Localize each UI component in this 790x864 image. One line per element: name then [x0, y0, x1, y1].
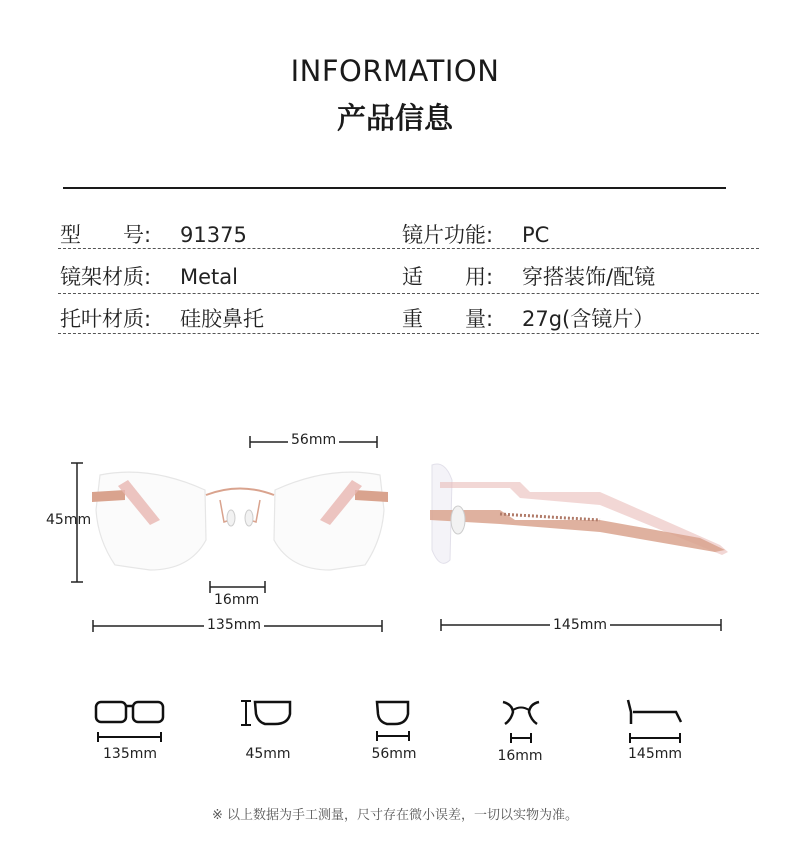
lens-height-icon [241, 701, 290, 725]
spec-model-label: 型 号: [60, 223, 152, 247]
spec-lens-function-value: PC [522, 223, 550, 247]
lens-height-icon-label: 45mm [245, 746, 291, 762]
spec-weight-value: 27g(含镜片） [522, 307, 655, 331]
spec-nose-pad-label: 托叶材质: [60, 307, 152, 331]
spec-frame-material-value: Metal [180, 265, 238, 289]
title-english: INFORMATION [290, 54, 500, 88]
spec-usage-value: 穿搭装饰/配镜 [522, 265, 656, 289]
lens-height-label: 45mm [46, 512, 92, 528]
measurement-disclaimer: ※ 以上数据为手工测量，尺寸存在微小误差，一切以实物为准。 [211, 808, 579, 823]
bridge-width-icon [503, 702, 539, 743]
frame-width-label: 135mm [204, 617, 264, 633]
left-end-piece [92, 490, 125, 502]
spec-lens-function-label: 镜片功能: [402, 223, 494, 247]
bridge-width-icon-label: 16mm [497, 748, 543, 764]
lens-width-icon-label: 56mm [371, 746, 417, 762]
frame-width-icon [96, 702, 163, 742]
spec-frame-material-label: 镜架材质: [60, 265, 152, 289]
spec-divider [58, 333, 759, 334]
side-nose-pad [451, 506, 465, 534]
temple-length-icon-label: 145mm [628, 746, 682, 762]
spec-divider [58, 248, 759, 249]
left-nose-pad [227, 510, 235, 526]
spec-weight-label: 重 量: [402, 307, 494, 331]
lens-width-icon [377, 702, 409, 741]
spec-divider [58, 293, 759, 294]
glasses-front-view [0, 420, 790, 650]
spec-usage-label: 适 用: [402, 265, 494, 289]
temple-length-icon [628, 700, 681, 743]
right-nose-pad [245, 510, 253, 526]
frame-width-icon-label: 135mm [103, 746, 157, 762]
title-chinese: 产品信息 [336, 101, 453, 135]
spec-model-value: 91375 [180, 223, 247, 247]
bridge [206, 489, 274, 496]
right-end-piece [355, 490, 388, 502]
side-temple-pattern [500, 514, 600, 520]
header-divider [63, 187, 726, 189]
lens-width-label: 56mm [288, 432, 339, 448]
bridge-width-label: 16mm [214, 592, 260, 608]
spec-nose-pad-value: 硅胶鼻托 [180, 307, 264, 331]
temple-length-label: 145mm [550, 617, 610, 633]
